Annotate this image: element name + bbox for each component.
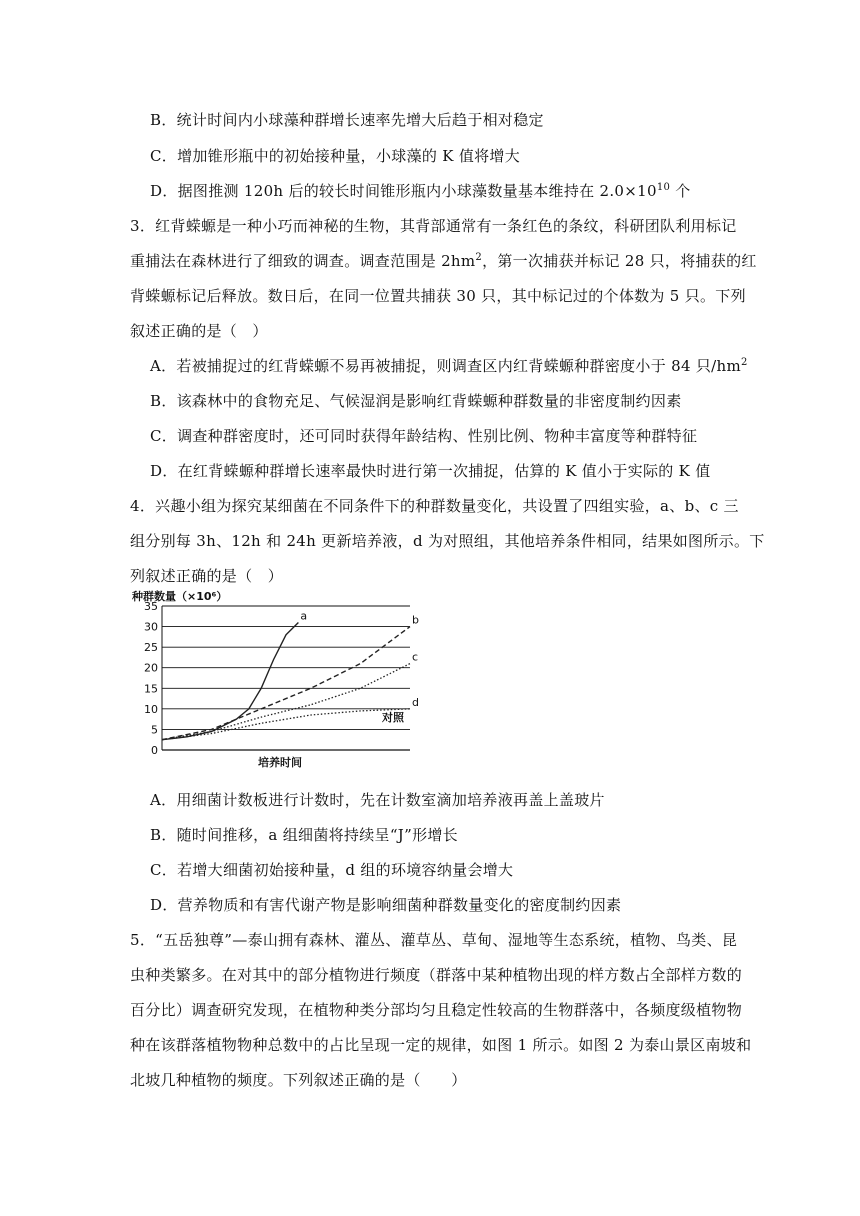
q3-option-a: A．若被捕捉过的红背蝾螈不易再被捕捉，则调查区内红背蝾螈种群密度小于 84 只$/hm^2$ [150, 357, 748, 375]
chart-y-tick-label: 0 [151, 744, 158, 757]
q3-option-c: C．调查种群密度时，还可同时获得年龄结构、性别比例、物种丰富度等种群特征 [150, 427, 698, 445]
population-growth-chart [130, 582, 420, 772]
chart-series [162, 622, 410, 739]
chart-xlabel: 培养时间 [258, 756, 302, 769]
chart-series-c [162, 664, 410, 740]
q4-stem-line1: 4．兴趣小组为探究某细菌在不同条件下的种群数量变化，共设置了四组实验，a、b、c 三 [130, 497, 739, 515]
q3-stem-line4: 叙述正确的是（ ） [130, 322, 268, 340]
chart-y-tick-label: 15 [144, 682, 158, 696]
q5-stem-line4: 种在该群落植物物种总数中的占比呈现一定的规律，如图 1 所示。如图 2 为泰山景区南坡和 [130, 1036, 752, 1054]
q4-option-c: C．若增大细菌初始接种量，d 组的环境容纳量会增大 [150, 861, 514, 879]
q4-option-a: A．用细菌计数板进行计数时，先在计数室滴加培养液再盖上盖玻片 [150, 791, 605, 809]
q3-stem-line1: 3．红背蝾螈是一种小巧而神秘的生物，其背部通常有一条红色的条纹，科研团队利用标记 [130, 217, 737, 235]
q5-stem-line1: 5．“五岳独尊”—泰山拥有森林、灌丛、灌草丛、草甸、湿地等生态系统，植物、鸟类、昆 [130, 931, 738, 949]
q4-stem-line2: 组分别每 3h、12h 和 24h 更新培养液，d 为对照组，其他培养条件相同，结果如图所示。下 [130, 532, 765, 550]
chart-series-b [162, 627, 410, 740]
chart-series-label-d: d [412, 695, 419, 709]
chart-y-tick-label: 25 [144, 641, 158, 655]
q5-stem-line3: 百分比）调查研究发现，在植物种类分部均匀且稳定性较高的生物群落中，各频度级植物物 [130, 1001, 743, 1019]
chart-series-label-b: b [412, 613, 419, 627]
q4-option-b: B．随时间推移，a 组细菌将持续呈“J”形增长 [150, 826, 458, 844]
q5-stem-line5: 北坡几种植物的频度。下列叙述正确的是（ ） [130, 1071, 467, 1089]
chart-series-a [162, 622, 298, 739]
q5-stem-line2: 虫种类繁多。在对其中的部分植物进行频度（群落中某种植物出现的样方数占全部样方数的 [130, 966, 743, 984]
chart-series-label-c: c [412, 650, 419, 664]
q3-stem-line2: 重捕法在森林进行了细致的调查。调查范围是 $2hm^2$，第一次捕获并标记 28 只，将捕获的红 [130, 252, 757, 270]
q4-option-d: D．营养物质和有害代谢产物是影响细菌种群数量变化的密度制约因素 [150, 896, 622, 914]
chart-y-tick-label: 20 [144, 661, 158, 675]
chart-y-tick-label: 5 [151, 723, 158, 737]
q4-stem-line3: 列叙述正确的是（ ） [130, 567, 284, 585]
chart-series-d [162, 709, 410, 740]
q2-option-d: D．据图推测 120h 后的较长时间锥形瓶内小球藻数量基本维持在 $2.0\times 10^{10}$ 个 [150, 182, 691, 200]
q3-option-b: B．该森林中的食物充足、气候湿润是影响红背蝾螈种群数量的非密度制约因素 [150, 392, 682, 410]
q3-stem-line3: 背蝾螈标记后释放。数日后，在同一位置共捕获 30 只，其中标记过的个体数为 5 只。下列 [130, 287, 746, 305]
q2-option-b: B．统计时间内小球藻种群增长速率先增大后趋于相对稳定 [150, 111, 544, 129]
chart-y-ticks [144, 600, 158, 757]
chart-ylabel: 种群数量（×10⁶） [132, 590, 228, 603]
chart-series-labels [300, 609, 419, 708]
chart-y-tick-label: 30 [144, 620, 158, 634]
chart-gridlines [162, 606, 410, 750]
chart-series-label-a: a [300, 609, 308, 623]
chart-y-tick-label: 35 [144, 600, 158, 613]
q3-option-d: D．在红背蝾螈种群增长速率最快时进行第一次捕捉，估算的 K 值小于实际的 K 值 [150, 462, 711, 480]
q2-option-c: C．增加锥形瓶中的初始接种量，小球藻的 K 值将增大 [150, 147, 521, 165]
chart-annotation-control: 对照 [382, 711, 404, 724]
chart-y-tick-label: 10 [144, 702, 158, 716]
